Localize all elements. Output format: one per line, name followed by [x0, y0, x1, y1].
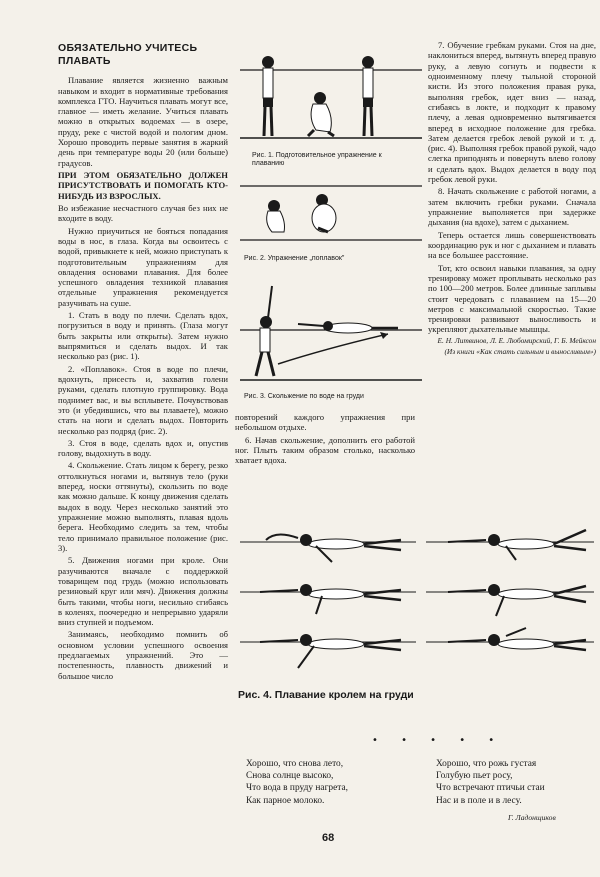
paragraph: Занимаясь, необходимо помнить об основном условии успешного освоения предлагаемых упражнений. Это — постепенность, плавность движений и большое число: [58, 629, 228, 681]
paragraph: 7. Обучение гребкам руками. Стоя на дне, наклониться вперед, вытянуть вперед правую руку, а левую согнуть и подвести к одноименному плечу тыльной стороной кисти. Из этого положения правая рука, выполняя гребок, идет вниз — назад, сгибаясь в локте, и подходит к правому плечу, а левая одновременно вытягивается вперед в исходное положение для гребка. Затем делается гребок левой рукой и т. д. (рис. 4). Выполняя гребок правой рукой, чадо слегка приподнять и повернуть влево голову и сделать вдох. Выдох делается в воду под гребок левой руки.: [428, 40, 596, 185]
paragraph: 5. Движения ногами при кроле. Они разучиваются вначале с поддержкой товарищем под грудь (можно использовать резиновый круг или мяч). Движения должны быть такими, чтобы ноги, несильно сгибаясь в коленях, поочередно и непрерывно ударяли вниз ступней и подъемом.: [58, 555, 228, 628]
paragraph: повторений каждого упражнения при небольшом отдыхе.: [235, 412, 415, 433]
figure-4-illustration: [236, 510, 598, 682]
left-column: [58, 40, 228, 683]
paragraph: 6. Начав скольжение, дополнить его работой ног. Плыть таким образом столько, насколько хватает вдоха.: [235, 434, 415, 466]
paragraph: 4. Скольжение. Стать лицом к берегу, резко оттолкнуться ногами и, вытянув тело (руки вперед, носки оттянуты), скользить по воде как можно дальше. К концу движения сделать выдох в воду. Через несколько занятий это упражнение можно выполнять, плавая вдоль берега. Необходимо следить за тем, чтобы тело принимало правильное положение (рис. 3).: [58, 460, 228, 553]
middle-text: [235, 412, 415, 468]
poem-line: Что вода в пруду нагрета,: [246, 783, 348, 794]
figure-1-illustration: [238, 40, 424, 152]
paragraph: 1. Стать в воду по плечи. Сделать вдох, погрузиться в воду и принять. (Глаза могут быть закрыты или открыты). Затем нужно выпрямиться и сделать выдох. И так несколько раз (рис. 1).: [58, 310, 228, 362]
figure-1-caption: Рис. 1. Подготовительное упражнение к плаванию: [252, 152, 382, 168]
right-column: [428, 40, 596, 359]
paragraph: Нужно приучиться не бояться попадания воды в нос, в глаза. Когда вы освоитесь с водой, привыкнете к ней, можно приступать к подготовительным упражнениям для овладения основами плавания. Для более успешного овладения техникой плавания отдельные упражнения рекомендуется разучивать на суше.: [58, 225, 228, 308]
poem-line: Голубую пьет росу,: [436, 771, 513, 782]
article-authors: Е. Н. Литвинов, Л. Е. Любомирский, Г. Б. Мейксон: [437, 335, 596, 345]
poem-line: Хорошо, что рожь густая: [436, 759, 537, 769]
paragraph: Во избежание несчастного случая без них не входите в воду.: [58, 202, 228, 224]
article-source: (Из книги «Как стать сильным и выносливым»): [444, 346, 596, 356]
paragraph: Плавание является жизненно важным навыком и входит в нормативные требования комплекса ГТО. Научиться плавать могут все, главное — иметь желание. Учиться плавать можно в открытых водоемах — в озере, пруду, реке с чистой водой и пологим дном. Хорошо проводить первые занятия в жаркий день при температуре воды 20 (или больше) градусов.: [58, 75, 228, 168]
figure-4-caption: Рис. 4. Плавание кролем на груди: [238, 689, 414, 701]
poem-line: Нас и в поле и в лесу.: [436, 795, 522, 806]
paragraph: Теперь остается лишь совершенствовать координацию рук и ног с дыханием и плавать на все большее расстояние.: [428, 229, 596, 261]
paragraph: 2. «Поплавок». Стоя в воде по плечи, вдохнуть, присесть и, захватив голени руками, сделать плотную группировку. Вода поднимет вас, и вы всплывете. Почувствовав это (и убедившись, что вы плаваете), можно стать на ноги и сделать выдох. Повторить несколько раз подряд (рис. 2).: [58, 363, 228, 436]
warning-paragraph: ПРИ ЭТОМ ОБЯЗАТЕЛЬНО ДОЛЖЕН ПРИСУТСТВОВАТЬ И ПОМОГАТЬ КТО-НИБУДЬ ИЗ ВЗРОСЛЫХ.: [58, 170, 228, 201]
poem-line: Хорошо, что снова лето,: [246, 759, 344, 769]
poem-line: Что встречают птичьи стаи: [436, 783, 545, 794]
paragraph: Тот, кто освоил навыки плавания, за одну тренировку может проплывать несколько раз по 100—200 метров. Более длинные заплывы стоит чередовать с плаванием на 15—20 метров с максимальной скоростью. Такие тренировки развивают выносливость и укрепляют дыхательные мышцы.: [428, 262, 596, 335]
poem-right: [436, 758, 545, 807]
separator-dots: • • • • •: [372, 735, 505, 746]
figure-3-caption: Рис. 3. Скольжение по воде на груди: [244, 393, 364, 400]
figure-3-illustration: [238, 278, 424, 390]
poem-left: [246, 758, 348, 807]
paragraph: 8. Начать скольжение с работой ногами, а затем включить гребки руками. Сначала упражнение выполняется при задержке дыхания (на вдохе), затем с дыханием.: [428, 186, 596, 228]
poem-line: Снова солнце высоко,: [246, 771, 334, 782]
poem-author: Г. Ладонщиков: [508, 813, 556, 822]
figure-2-illustration: [238, 178, 424, 248]
paragraph: 3. Стоя в воде, сделать вдох и, опустив голову, выдохнуть в воду.: [58, 437, 228, 459]
article-title: ОБЯЗАТЕЛЬНО УЧИТЕСЬ ПЛАВАТЬ: [58, 42, 198, 67]
page-number: 68: [322, 832, 335, 844]
figure-2-caption: Рис. 2. Упражнение „поплавок": [244, 255, 345, 262]
poem-line: Как парное молоко.: [246, 795, 325, 806]
